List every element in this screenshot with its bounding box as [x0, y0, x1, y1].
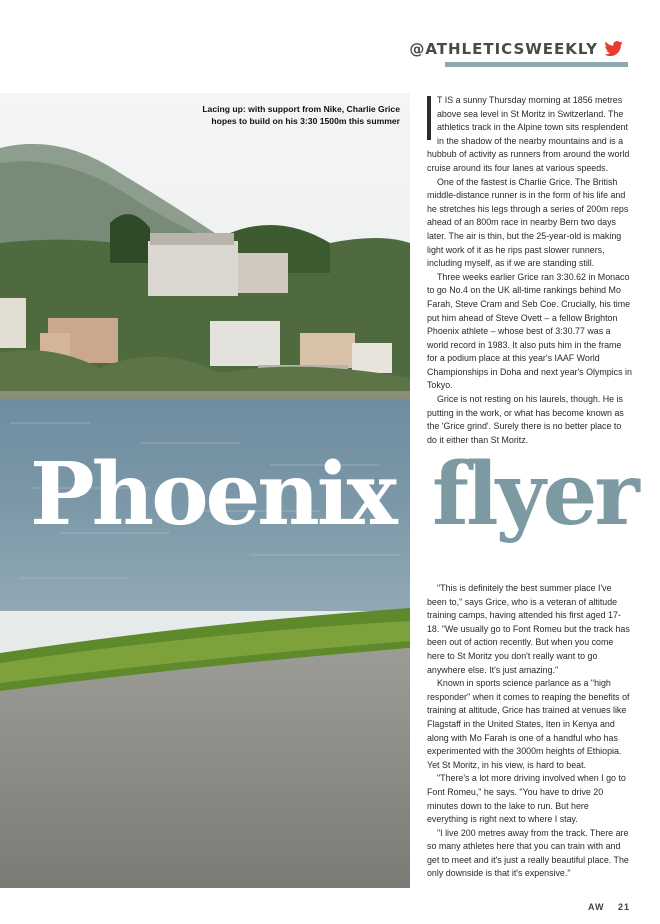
- article-paragraph: Three weeks earlier Grice ran 3:30.62 in Monaco to go No.4 on the UK all-time rankings behind Mo Farah, Steve Cram and Seb Coe. Crucially, his time put him ahead of Steve Ovett – a fellow Brighton Phoenix athlete – whose best of 3:30.77 was a world record in 1983. It also puts him in the frame for a podium place at this year's IAAF World Championships in Doha and next year's Olympics in Tokyo.: [427, 271, 632, 391]
- article-paragraph: "I live 200 metres away from the track. There are so many athletes here that you can train with and get to meet and it's just a really beautiful place. The only downside is that it's expensive.": [427, 827, 629, 879]
- magazine-abbrev: AW: [587, 902, 605, 912]
- header-rule: [445, 62, 628, 67]
- article-paragraph: One of the fastest is Charlie Grice. The British middle-distance runner is in the form of his life and he stretches his legs through a series of 200m reps ahead of an 800m race in nearby Bern two days later. The air is thin, but the 25-year-old is making light work of it as he rips past slower runners, including myself, as if we are standing still.: [427, 176, 629, 269]
- article-paragraph: T IS a sunny Thursday morning at 1856 metres above sea level in St Moritz in Switzerland. The athletics track in the Alpine town sits resplendent in the shadow of the nearby mountains and is a hubbub of activity as runners from around the world cruise around its four lanes at various speeds.: [427, 95, 630, 173]
- article-column-bottom: [427, 582, 632, 881]
- article-paragraph: "There's a lot more driving involved when I go to Font Romeu," he says. "You have to drive 20 minutes down to the lake to run. But here everything is right next to where I stay.: [427, 773, 626, 825]
- twitter-bird-icon: [604, 41, 624, 57]
- twitter-handle: @ATHLETICSWEEKLY: [409, 40, 598, 58]
- headline-word-phoenix: Phoenix: [30, 444, 395, 545]
- page-footer: [578, 902, 630, 912]
- article-paragraph: Known in sports science parlance as a "high responder" when it comes to reaping the benefits of training at altitude, Grice has trained at venues like Flagstaff in the United States, Iten in Kenya and along with Mo Farah is one of a handful who has experimented with the 3000m heights of Ethiopia. Yet St Moritz, in his view, is hard to beat.: [427, 678, 630, 770]
- article-column-top: [427, 94, 632, 447]
- header-handle: [409, 40, 624, 58]
- headline-word-flyer: flyer: [432, 444, 637, 545]
- page-number: 21: [617, 902, 630, 912]
- drop-cap: [427, 96, 431, 140]
- article-paragraph: Grice is not resting on his laurels, though. He is putting in the work, or what has become known as the 'Grice grind'. Surely there is no better place to do it either than St Moritz.: [427, 394, 624, 445]
- article-paragraph: "This is definitely the best summer place I've been to," says Grice, who is a veteran of altitude training camps, having attended his first aged 17-18. "We usually go to Font Romeu but the track has been out of action recently. But when you come here to St Moritz you don't really want to go anywhere else. It's just amazing.": [427, 583, 630, 675]
- photo-caption: Lacing up: with support from Nike, Charlie Grice hopes to build on his 3:30 1500m this summer: [202, 104, 400, 126]
